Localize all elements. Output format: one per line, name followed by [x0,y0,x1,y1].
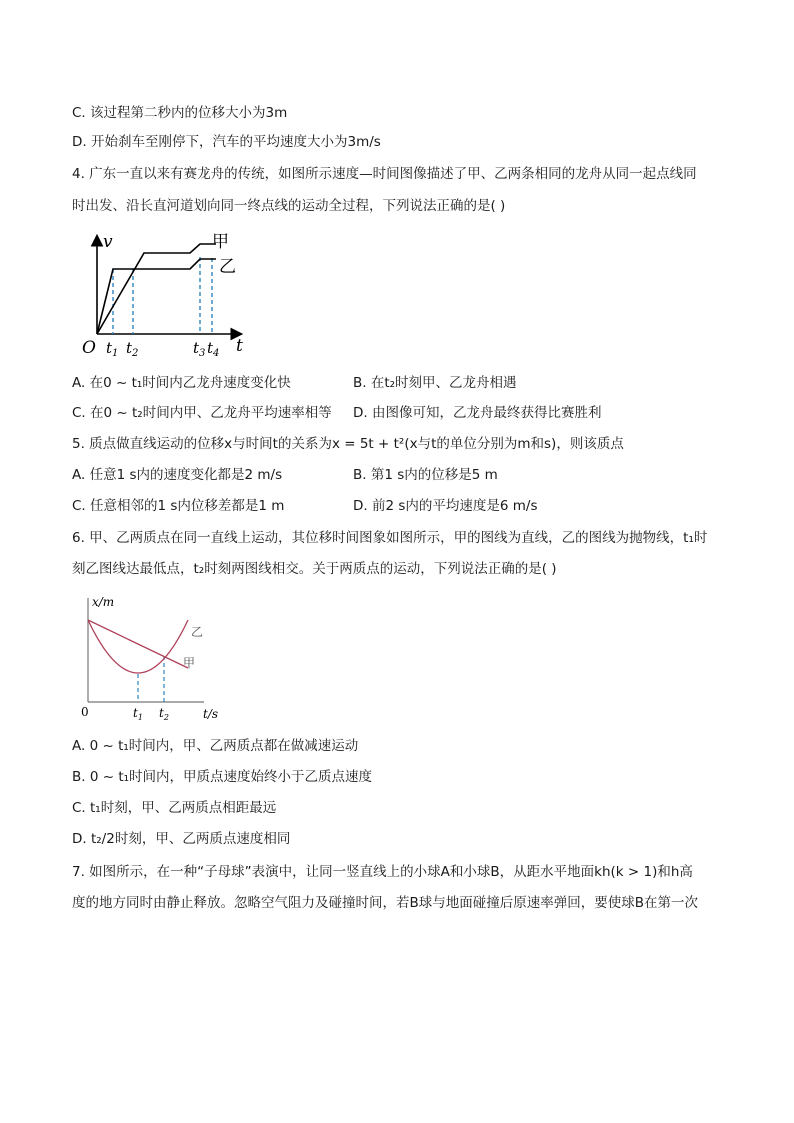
q6-x-axis-label: t/s [203,707,219,721]
q7-stem-line2: 度的地方同时由静止释放。忽略空气阻力及碰撞时间，若B球与地面碰撞后原速率弹回，要使球B在第一次 [72,895,699,911]
q4-t3-label: $t_3$ [193,339,206,359]
q3-option-c: C. 该过程第二秒内的位移大小为3m [72,105,288,121]
q5-option-c: C. 任意相邻的1 s内位移差都是1 m [72,498,285,514]
q6-stem-line2: 刻乙图线达最低点，t₂时刻两图线相交。关于两质点的运动，下列说法正确的是( ) [72,561,557,577]
q4-option-c: C. 在0 ~ t₂时间内甲、乙龙舟平均速率相等 [72,405,332,421]
q6-xt-svg [72,590,232,725]
q6-t1-label: $t_1$ [133,706,143,722]
q5-option-b: B. 第1 s内的位移是5 m [353,467,498,483]
q4-y-axis-label: v [103,232,113,252]
q4-label-jia: 甲 [212,232,229,252]
q6-option-d: D. t₂/2时刻，甲、乙两质点速度相同 [72,831,291,847]
q6-option-b: B. 0 ~ t₁时间内，甲质点速度始终小于乙质点速度 [72,769,373,785]
q6-y-axis-label: x/m [92,595,115,609]
q4-option-b: B. 在t₂时刻甲、乙龙舟相遇 [353,375,517,391]
q4-stem-line1: 4. 广东一直以来有赛龙舟的传统，如图所示速度—时间图像描述了甲、乙两条相同的龙舟从同一起点线同 [72,166,697,182]
q6-xt-graph [72,590,232,725]
q5-option-d: D. 前2 s内的平均速度是6 m/s [353,498,538,514]
q4-x-axis-label: t [236,336,243,356]
q4-label-yi: 乙 [219,257,236,277]
q5-option-a: A. 任意1 s内的速度变化都是2 m/s [72,467,283,483]
q6-option-a: A. 0 ~ t₁时间内，甲、乙两质点都在做减速运动 [72,738,359,754]
q6-option-c: C. t₁时刻，甲、乙两质点相距最远 [72,800,277,816]
q4-curve-yi [97,259,216,334]
q4-origin-label: O [82,338,96,358]
q4-vt-graph [80,225,260,360]
q5-stem: 5. 质点做直线运动的位移x与时间t的关系为x = 5t + t²(x与t的单位分别为m和s)，则该质点 [72,436,624,452]
q4-vt-svg [80,225,260,360]
q6-t2-label: $t_2$ [159,706,169,722]
q7-stem-line1: 7. 如图所示，在一种“子母球”表演中，让同一竖直线上的小球A和小球B，从距水平地面kh(k > 1)和h高 [72,864,693,880]
q3-option-d: D. 开始刹车至刚停下，汽车的平均速度大小为3m/s [72,134,381,150]
q6-stem-line1: 6. 甲、乙两质点在同一直线上运动，其位移时间图象如图所示，甲的图线为直线，乙的图线为抛物线，t₁时 [72,530,708,546]
q4-option-a: A. 在0 ~ t₁时间内乙龙舟速度变化快 [72,375,291,391]
q6-label-jia: 甲 [183,656,196,670]
q4-stem-line2: 时出发、沿长直河道划向同一终点线的运动全过程，下列说法正确的是( ) [72,198,506,214]
q6-line-jia [88,620,188,668]
q6-label-yi: 乙 [191,625,204,639]
q4-t2-label: $t_2$ [126,339,139,359]
q6-origin-label: 0 [81,705,89,719]
q4-option-d: D. 由图像可知，乙龙舟最终获得比赛胜利 [353,405,602,421]
q4-t4-label: $t_4$ [207,339,220,359]
q4-t1-label: $t_1$ [106,339,119,359]
q6-curve-yi [88,620,188,673]
q4-curve-jia [97,244,216,334]
